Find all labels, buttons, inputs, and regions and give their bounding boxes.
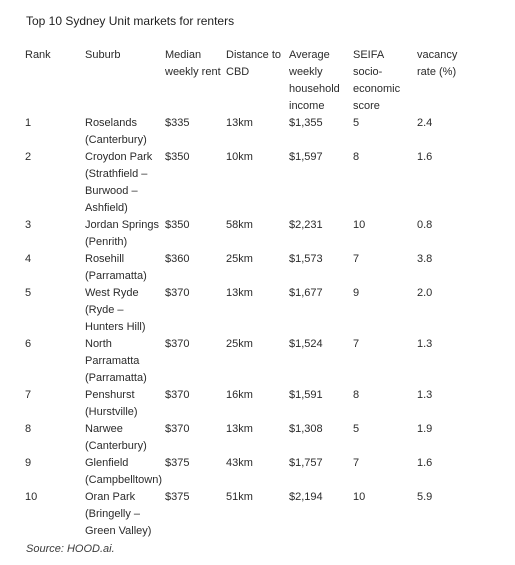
seifa-cell: 7 xyxy=(353,457,360,469)
vacancy-cell: 0.8 xyxy=(417,219,433,231)
rent-cell: $370 xyxy=(165,423,190,435)
income-cell: $1,591 xyxy=(289,389,323,401)
vacancy-cell: 3.8 xyxy=(417,253,433,265)
income-cell: $1,677 xyxy=(289,287,323,299)
table-row xyxy=(22,217,472,251)
table-row xyxy=(22,285,472,336)
column-header-distance-to-cbd: Distance to CBD xyxy=(226,49,282,78)
seifa-cell: 7 xyxy=(353,338,360,350)
distance-cell: 16km xyxy=(226,389,253,401)
suburb-cell: North Parramatta (Parramatta) xyxy=(85,338,147,384)
distance-cell: 51km xyxy=(226,491,253,503)
distance-cell: 25km xyxy=(226,253,253,265)
distance-cell: 13km xyxy=(226,287,253,299)
table-row xyxy=(22,115,472,149)
vacancy-cell: 1.6 xyxy=(417,457,433,469)
distance-cell: 25km xyxy=(226,338,253,350)
rental-markets-table xyxy=(22,47,472,540)
seifa-cell: 8 xyxy=(353,151,360,163)
suburb-cell: Narwee (Canterbury) xyxy=(85,423,147,452)
suburb-cell: West Ryde (Ryde – Hunters Hill) xyxy=(85,287,146,333)
suburb-cell: Roselands (Canterbury) xyxy=(85,117,147,146)
vacancy-cell: 1.3 xyxy=(417,389,433,401)
table-title: Top 10 Sydney Unit markets for renters xyxy=(26,14,235,28)
income-cell: $2,231 xyxy=(289,219,323,231)
suburb-cell: Rosehill (Parramatta) xyxy=(85,253,147,282)
seifa-cell: 8 xyxy=(353,389,360,401)
table-row xyxy=(22,387,472,421)
distance-cell: 58km xyxy=(226,219,253,231)
rank-cell: 2 xyxy=(25,151,32,163)
rank-cell: 5 xyxy=(25,287,32,299)
income-cell: $1,597 xyxy=(289,151,323,163)
column-header-suburb: Suburb xyxy=(85,49,121,61)
rank-cell: 1 xyxy=(25,117,32,129)
table-row xyxy=(22,251,472,285)
income-cell: $2,194 xyxy=(289,491,323,503)
rank-cell: 6 xyxy=(25,338,32,350)
rent-cell: $375 xyxy=(165,457,190,469)
column-header-seifa-score: SEIFA socio- economic score xyxy=(353,49,401,112)
rent-cell: $350 xyxy=(165,219,190,231)
source-note: Source: HOOD.ai. xyxy=(26,543,115,555)
seifa-cell: 5 xyxy=(353,117,360,129)
distance-cell: 10km xyxy=(226,151,253,163)
rent-cell: $370 xyxy=(165,338,190,350)
table-row xyxy=(22,489,472,540)
income-cell: $1,524 xyxy=(289,338,323,350)
seifa-cell: 5 xyxy=(353,423,360,435)
vacancy-cell: 1.9 xyxy=(417,423,433,435)
rent-cell: $350 xyxy=(165,151,190,163)
rank-cell: 9 xyxy=(25,457,32,469)
table-row xyxy=(22,455,472,489)
income-cell: $1,308 xyxy=(289,423,323,435)
rank-cell: 3 xyxy=(25,219,32,231)
income-cell: $1,355 xyxy=(289,117,323,129)
rank-cell: 4 xyxy=(25,253,32,265)
rank-cell: 7 xyxy=(25,389,32,401)
table-row xyxy=(22,421,472,455)
distance-cell: 43km xyxy=(226,457,253,469)
rent-cell: $360 xyxy=(165,253,190,265)
rent-cell: $375 xyxy=(165,491,190,503)
table-row xyxy=(22,336,472,387)
vacancy-cell: 5.9 xyxy=(417,491,433,503)
table-header-row xyxy=(22,47,472,115)
suburb-cell: Oran Park (Bringelly – Green Valley) xyxy=(85,491,152,537)
column-header-vacancy-rate: vacancy rate (%) xyxy=(417,49,458,78)
distance-cell: 13km xyxy=(226,423,253,435)
column-header-rank: Rank xyxy=(25,49,51,61)
rent-cell: $370 xyxy=(165,389,190,401)
rank-cell: 8 xyxy=(25,423,32,435)
suburb-cell: Jordan Springs (Penrith) xyxy=(85,219,159,248)
seifa-cell: 10 xyxy=(353,491,366,503)
suburb-cell: Penshurst (Hurstville) xyxy=(85,389,138,418)
vacancy-cell: 2.0 xyxy=(417,287,433,299)
seifa-cell: 10 xyxy=(353,219,366,231)
vacancy-cell: 1.3 xyxy=(417,338,433,350)
rent-cell: $335 xyxy=(165,117,190,129)
vacancy-cell: 2.4 xyxy=(417,117,433,129)
table-row xyxy=(22,149,472,217)
income-cell: $1,757 xyxy=(289,457,323,469)
suburb-cell: Croydon Park (Strathfield – Burwood – Ashfield) xyxy=(85,151,153,214)
column-header-average-weekly-income: Average weekly household income xyxy=(289,49,340,112)
vacancy-cell: 1.6 xyxy=(417,151,433,163)
suburb-cell: Glenfield (Campbelltown) xyxy=(85,457,163,486)
rank-cell: 10 xyxy=(25,491,38,503)
seifa-cell: 9 xyxy=(353,287,360,299)
income-cell: $1,573 xyxy=(289,253,323,265)
rent-cell: $370 xyxy=(165,287,190,299)
seifa-cell: 7 xyxy=(353,253,360,265)
column-header-median-weekly-rent: Median weekly rent xyxy=(165,49,221,78)
distance-cell: 13km xyxy=(226,117,253,129)
